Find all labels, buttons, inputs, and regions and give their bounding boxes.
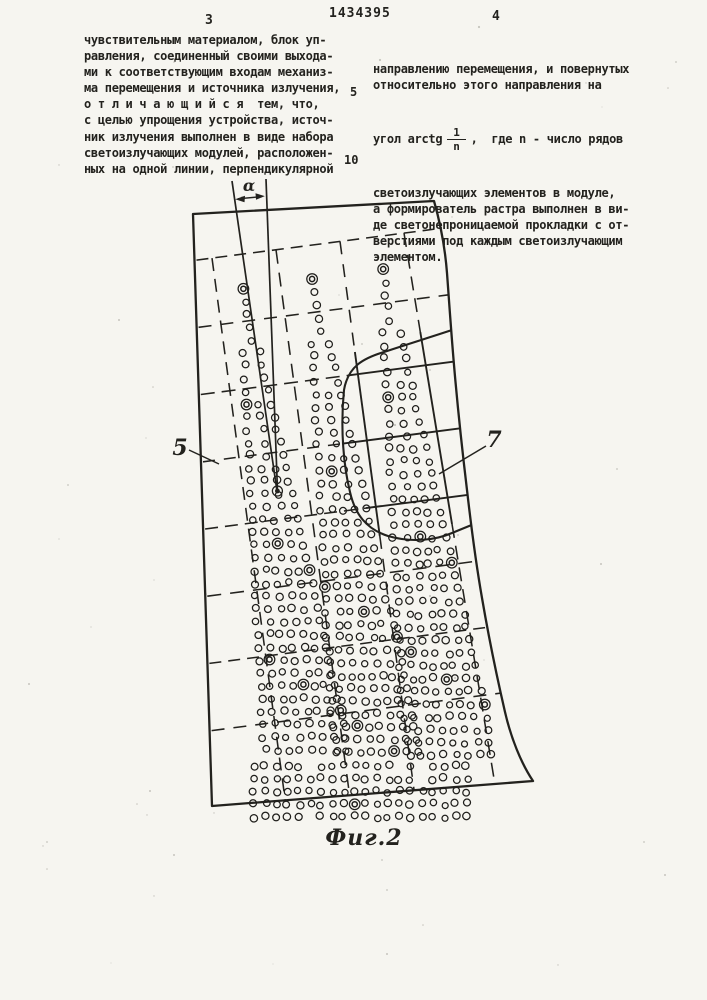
formula-prefix: угол arctg [373, 132, 443, 147]
page-number-left: 3 [205, 13, 214, 28]
fraction-numerator: 1 [447, 127, 465, 140]
text-line: верстиями под каждым светоизлучающим [373, 234, 623, 249]
dashed-grid-lines [197, 228, 501, 800]
margin-line-number-5: 5 [350, 85, 358, 99]
margin-line-number-10: 10 [344, 153, 359, 167]
apex-marker-inner [275, 489, 280, 494]
text-line: чувствительным материалом, блок уп- [84, 33, 327, 47]
angle-reference-lines [232, 179, 278, 491]
text-line: светоизлучающих модулей, расположен- [84, 145, 334, 160]
text-line: де светонепроницаемой прокладки с от- [373, 217, 630, 232]
patent-number: 1434395 [329, 6, 391, 21]
text-line: с целью упрощения устройства, источ- [84, 113, 334, 128]
text-line: относительно этого направления на [373, 78, 602, 93]
text-line: а формирователь растра выполнен в ви- [373, 201, 630, 216]
text-line: ных на одной линии, перпендикулярной [84, 161, 334, 176]
text-line: светоизлучающих элементов в модуле, [373, 185, 616, 200]
text-line: ник излучения выполнен в виде набора [84, 129, 334, 144]
fraction-denominator: n [453, 139, 460, 153]
angle-label: α [242, 176, 256, 195]
figure-caption: Фиг.2 [325, 825, 403, 851]
text-line: о т л и ч а ю щ и й с я тем, что, [84, 97, 320, 112]
module-band-label: 5 [172, 435, 188, 461]
page-number-right: 4 [492, 9, 501, 24]
text-line: элементом. [373, 250, 443, 265]
text-line: равления, соединенный своими выхода- [84, 49, 334, 64]
text-line: ма перемещения и источника излучения, [84, 81, 341, 96]
text-line: ми к соответствующим входам механиз- [84, 65, 334, 80]
formula-suffix: , где n - число рядов [470, 132, 623, 147]
text-line: направлению перемещения, и повернутых [373, 62, 630, 77]
region-label: 7 [486, 427, 502, 453]
